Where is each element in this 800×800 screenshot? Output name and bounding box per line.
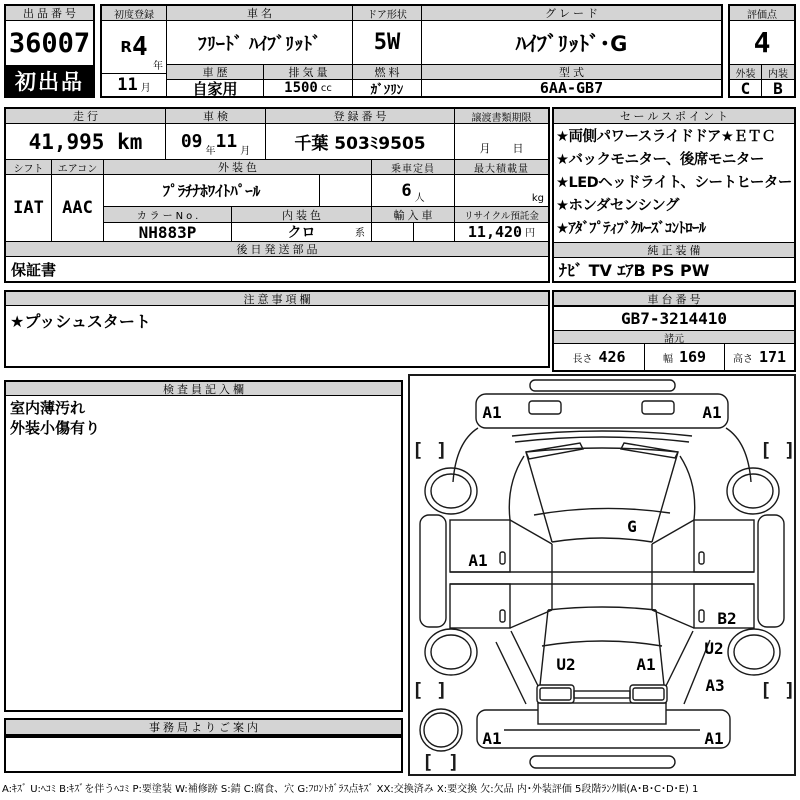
license-bar <box>574 691 630 698</box>
front-fender-right <box>726 428 751 482</box>
shift-value: IAT <box>5 174 52 242</box>
inspector-note-line: 室内薄汚れ <box>10 399 86 417</box>
front-right-wheel <box>727 468 779 514</box>
bracket: ] <box>784 439 796 461</box>
front-bumper-shape <box>476 394 728 428</box>
car-diagram <box>408 374 796 776</box>
int-color-suffix: 系 <box>355 228 365 239</box>
history-value: 自家用 <box>166 79 264 97</box>
height-value: 171 <box>758 348 787 366</box>
sales-points-list <box>554 126 794 241</box>
spec-label: 諸元 <box>553 330 795 344</box>
damage-tailgate-right: A1 <box>636 655 656 674</box>
ext-color-extra-cell <box>319 174 372 207</box>
damage-rear-bumper-right: A1 <box>704 729 724 748</box>
max-load-value: kg <box>454 174 549 207</box>
year-suffix: 年 <box>153 61 163 72</box>
damage-left-front-door: A1 <box>468 551 488 570</box>
score-label: 評価点 <box>729 5 795 21</box>
lot-label: 出品番号 <box>5 5 94 21</box>
damage-right-rear-door: B2 <box>717 609 737 628</box>
import-cell-2 <box>413 222 455 242</box>
mileage-label: 走行 <box>5 108 166 124</box>
history-label: 車歴 <box>166 64 264 80</box>
inspector-notes <box>10 398 100 438</box>
quarter-right <box>662 631 710 704</box>
reg-no-value: 千葉 503ﾐ9505 <box>265 123 455 160</box>
rear-left-wheel-inner <box>431 635 471 669</box>
bracket: [ <box>760 679 772 701</box>
bracket: ] <box>784 679 796 701</box>
model-value: 6AA-GB7 <box>421 79 722 97</box>
first-listing-badge: 初出品 <box>5 65 94 97</box>
inspector-box <box>4 380 403 712</box>
damage-tailgate-left: U2 <box>556 655 576 674</box>
transfer-value: 月 日 <box>454 123 549 160</box>
width-label: 幅 <box>662 353 673 365</box>
damage-labels <box>468 403 736 748</box>
chassis-value: GB7-3214410 <box>553 306 795 331</box>
first-reg-year-cell <box>101 20 167 74</box>
door-label: ドア形状 <box>352 5 422 21</box>
ac-label: エアコン <box>51 159 104 175</box>
era-prefix: R <box>120 38 132 56</box>
inspection-value <box>165 123 266 160</box>
car-name-label: 車名 <box>166 5 353 21</box>
lot-box <box>4 4 95 98</box>
capacity-number: 6 <box>401 180 412 201</box>
sales-point: ★ホンダセンシング <box>556 198 679 214</box>
import-cell-1 <box>371 222 414 242</box>
inspection-month: 11 <box>215 131 238 152</box>
bracket: [ <box>760 439 772 461</box>
tailgate-lower <box>538 703 666 724</box>
equipment-label: 純正装備 <box>553 242 795 258</box>
spec-width <box>644 343 725 371</box>
lot-number: 36007 <box>5 20 94 66</box>
front-right-wheel-inner <box>733 474 773 508</box>
front-left-wheel <box>425 468 477 514</box>
inspection-year: 09 <box>180 131 203 152</box>
height-label: 高さ <box>732 353 753 365</box>
exterior-grade: C <box>729 79 762 97</box>
score-value: 4 <box>729 20 795 65</box>
rear-window-top <box>548 607 656 610</box>
rear-left-wheel <box>425 629 477 675</box>
car-name: ﾌﾘｰﾄﾞ ﾊｲﾌﾞﾘｯﾄﾞ <box>166 20 353 65</box>
recycle-fee: 11,420 <box>467 223 523 241</box>
damage-front-left: A1 <box>482 403 502 422</box>
first-reg-label: 初度登録 <box>101 5 167 21</box>
sales-points-label: セールスポイント <box>553 108 795 124</box>
sales-point: ★バックモニター、後席モニター <box>556 152 764 168</box>
ext-color-label: 外装色 <box>103 159 372 175</box>
later-parts-label: 後日発送部品 <box>5 241 549 257</box>
exterior-label: 外装 <box>729 64 762 80</box>
vehicle-header-box <box>100 4 723 98</box>
sales-point: ★LEDヘッドライト、シートヒーター <box>556 175 792 191</box>
inspector-note-line: 外装小傷有り <box>10 419 101 437</box>
shift-label: シフト <box>5 159 52 175</box>
damage-front-right: A1 <box>702 403 722 422</box>
ac-value: AAC <box>51 174 104 242</box>
grade-label: グレード <box>421 5 722 21</box>
mileage-value: 41,995 km <box>5 123 166 160</box>
capacity-unit: 人 <box>414 193 425 204</box>
first-reg-month: 11 <box>117 75 138 95</box>
month-suffix: 月 <box>140 83 151 94</box>
a-pillar-right <box>680 456 695 520</box>
inspection-year-suffix: 年 <box>205 146 216 157</box>
notes-box <box>4 290 550 368</box>
bracket: ] <box>436 679 448 701</box>
windshield-mid-arc <box>534 508 670 515</box>
cowl-line <box>512 431 692 436</box>
model-label: 型式 <box>421 64 722 80</box>
later-parts-value: 保証書 <box>5 256 549 282</box>
rear-right-wheel <box>728 629 780 675</box>
door-handle <box>500 552 505 564</box>
door-handle <box>699 552 704 564</box>
interior-label: 内装 <box>761 64 795 80</box>
cowl-line2 <box>515 437 689 442</box>
length-label: 長さ <box>572 353 593 365</box>
windshield-bottom <box>552 538 652 542</box>
office-label: 事務局よりご案内 <box>4 718 403 736</box>
transfer-label: 譲渡書類期限 <box>454 108 549 124</box>
b-pillar-connectors <box>510 520 694 544</box>
interior-grade: B <box>761 79 795 97</box>
score-box <box>728 4 796 98</box>
door-handle <box>699 610 704 622</box>
office-box <box>4 736 403 773</box>
fuel-value: ｶﾞｿﾘﾝ <box>352 79 422 97</box>
inspector-label: 検査員記入欄 <box>5 381 402 396</box>
damage-rear-bumper-left: A1 <box>482 729 502 748</box>
front-left-wheel-inner <box>431 474 471 508</box>
cabin-sides <box>552 544 652 610</box>
door-value: 5W <box>352 20 422 65</box>
sales-point: ★ｱﾀﾞﾌﾟﾃｨﾌﾞｸﾙｰｽﾞｺﾝﾄﾛｰﾙ <box>556 221 706 237</box>
bracket: [ <box>422 751 434 773</box>
reg-no-label: 登録番号 <box>265 108 455 124</box>
info-box <box>4 107 550 283</box>
displacement-label: 排気量 <box>263 64 353 80</box>
ext-color-value: ﾌﾟﾗﾁﾅﾎﾜｲﾄﾊﾟｰﾙ <box>103 174 320 207</box>
quarter-left <box>496 631 542 704</box>
inspection-month-suffix: 月 <box>240 146 251 157</box>
first-reg-month-cell <box>101 73 167 97</box>
recycle-value <box>454 222 549 242</box>
recycle-unit: 円 <box>525 228 536 239</box>
notes-value: ★プッシュスタート <box>10 312 151 331</box>
rear-window-arc <box>542 641 662 646</box>
center-band <box>450 572 754 584</box>
color-no-label: カラーNo. <box>103 206 232 223</box>
damage-right-side-upper: U2 <box>704 639 724 658</box>
max-load-label: 最大積載量 <box>454 159 549 175</box>
width-value: 169 <box>678 348 707 366</box>
int-color-label: 内装色 <box>231 206 372 223</box>
spare-tire-inner <box>424 713 458 747</box>
fuel-label: 燃料 <box>352 64 422 80</box>
inspection-label: 車検 <box>165 108 266 124</box>
color-no-value: NH883P <box>103 222 232 242</box>
spec-length <box>553 343 645 371</box>
damage-right-side-lower: A3 <box>705 676 725 695</box>
front-vent-right <box>642 401 674 414</box>
chassis-label: 車台番号 <box>553 291 795 306</box>
int-color-value <box>231 222 372 242</box>
import-label: 輸入車 <box>371 206 455 223</box>
rear-strip <box>530 756 675 768</box>
door-handle <box>500 610 505 622</box>
bracket: ] <box>448 751 460 773</box>
front-vent-left <box>529 401 561 414</box>
chassis-box <box>552 290 796 372</box>
bracket: [ <box>412 439 424 461</box>
damage-glass: G <box>627 517 637 536</box>
notes-label: 注意事項欄 <box>5 291 549 306</box>
rocker-right <box>758 515 784 627</box>
bracket: ] <box>436 439 448 461</box>
first-reg-year: 4 <box>131 32 148 62</box>
int-color-name: クロ <box>287 225 316 241</box>
rocker-left <box>420 515 446 627</box>
a-pillar-left <box>509 456 524 520</box>
car-diagram-svg <box>408 374 796 776</box>
c-pillar-connectors <box>510 610 694 628</box>
length-value: 426 <box>598 348 626 366</box>
bracket: [ <box>412 679 424 701</box>
grade-value: ﾊｲﾌﾞﾘｯﾄﾞ･G <box>421 20 722 65</box>
capacity-label: 乗車定員 <box>371 159 455 175</box>
spec-height <box>724 343 795 371</box>
rear-right-wheel-inner <box>734 635 774 669</box>
displacement-number: 1500 <box>284 80 318 96</box>
displacement-unit: cc <box>320 83 332 94</box>
recycle-label: リサイクル預託金 <box>454 206 549 223</box>
displacement-value <box>263 79 353 97</box>
front-fender-left <box>453 428 478 482</box>
front-strip <box>530 380 675 391</box>
sales-points-box <box>552 107 796 283</box>
windshield-sides <box>526 452 678 542</box>
equipment-value: ﾅﾋﾞ TV ｴｱB PS PW <box>553 257 795 282</box>
legend-text: A:ｷｽﾞ U:ﾍｺﾐ B:ｷｽﾞを伴うﾍｺﾐ P:要塗装 W:補修跡 S:錆 C:腐食、穴 G:ﾌﾛﾝﾄｶﾞﾗｽ点ｷｽﾞ XX:交換済み X:要交換 欠:欠品 内･外装評価 5段階ﾗﾝｸ順(A･B･C･D･E) 1 <box>2 784 699 795</box>
sales-point: ★両側パワースライドドア★ＥＴＣ <box>556 129 776 145</box>
capacity-value <box>371 174 455 207</box>
spare-tire <box>420 709 462 751</box>
